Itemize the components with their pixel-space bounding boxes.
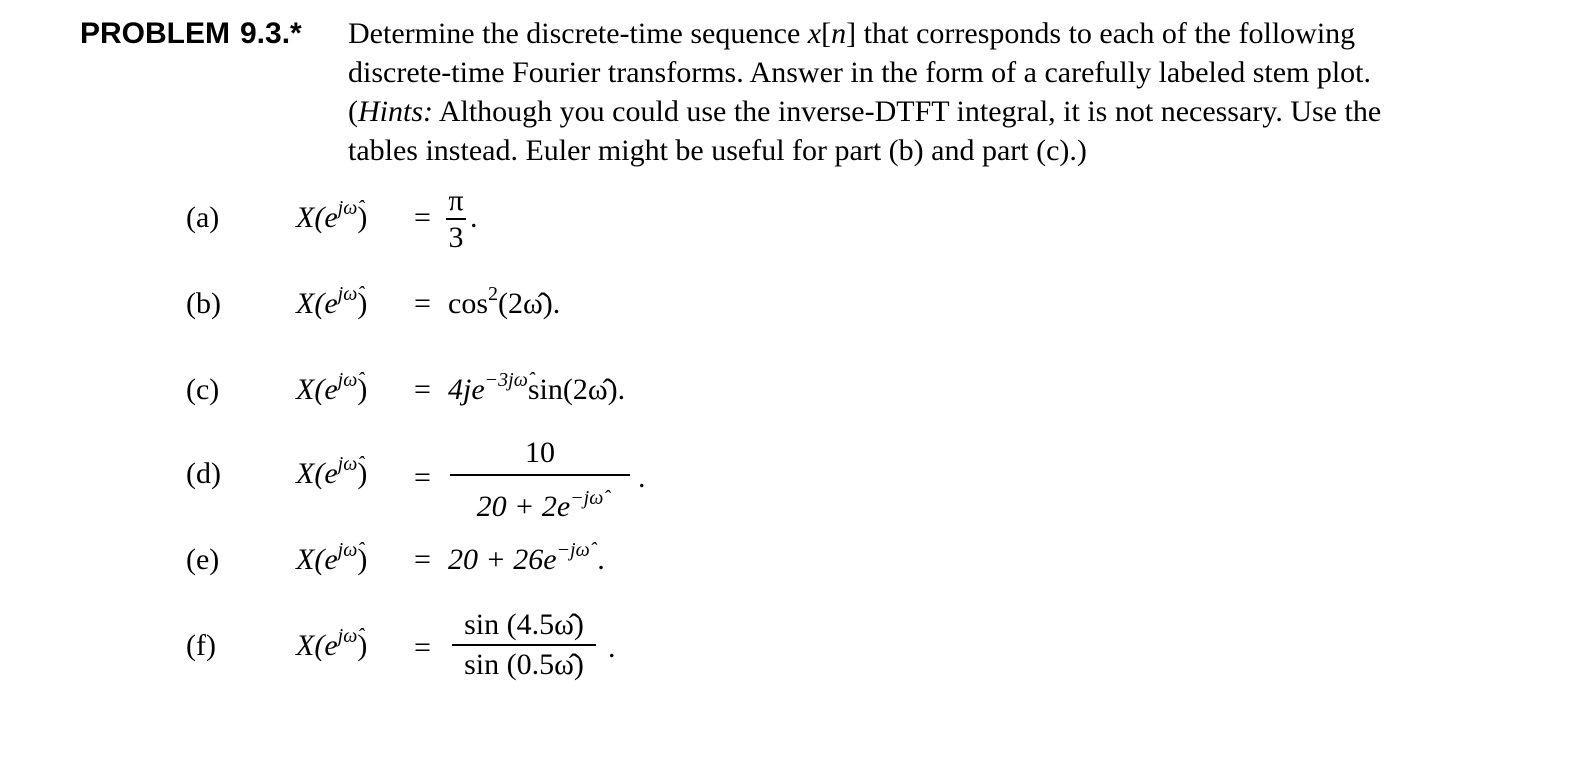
bracket-close: ]: [846, 17, 857, 50]
denominator-f: sin (0.5ω̂): [464, 648, 584, 681]
lhs-exponent: jω̂: [337, 283, 358, 305]
denominator-pre: 20 + 2e: [476, 490, 571, 523]
denominator-a: 3: [448, 221, 464, 254]
lhs-close: ): [357, 201, 368, 234]
rhs-exponent: −3jω̂: [484, 369, 528, 391]
period-a: .: [470, 201, 478, 234]
lhs-f: [296, 625, 368, 667]
problem-heading: [80, 14, 302, 54]
math-var-n: n: [831, 17, 847, 50]
rhs-e: [448, 539, 605, 581]
fraction-bar-d: [450, 474, 630, 476]
lhs-exponent: jω̂: [337, 539, 358, 561]
lhs-close: ): [357, 457, 368, 490]
lhs-e: [296, 539, 368, 581]
part-label-f: (f): [186, 629, 216, 662]
lhs-exponent: jω̂: [337, 625, 358, 647]
numerator-a: π: [448, 184, 464, 217]
denominator-exponent: −jω̂: [570, 487, 604, 509]
part-label-d: (d): [186, 457, 221, 490]
paren-open: (: [348, 95, 358, 128]
lhs-close: ): [357, 543, 368, 576]
lhs-exponent: jω̂: [337, 369, 358, 391]
lhs-close: ): [357, 629, 368, 662]
rhs-c: [448, 369, 626, 411]
lhs-close: ): [357, 373, 368, 406]
lhs-d: [296, 453, 368, 495]
lhs-base: X(e: [296, 373, 338, 406]
equals-sign-c: =: [414, 373, 431, 406]
numerator-d: 10: [525, 436, 555, 469]
lhs-base: X(e: [296, 457, 338, 490]
statement-line-4: tables instead. Euler might be useful for part (b) and part (c).): [348, 134, 1087, 167]
lhs-base: X(e: [296, 629, 338, 662]
fraction-bar-a: [446, 218, 466, 220]
equals-sign-d: =: [414, 461, 431, 494]
lhs-c: [296, 369, 368, 411]
part-label-e: (e): [186, 543, 220, 576]
equals-sign-a: =: [414, 201, 431, 234]
rhs-pre: 4je: [448, 373, 485, 406]
statement-text: Determine the discrete-time sequence: [348, 17, 808, 50]
problem-number: 9.3.*: [240, 17, 302, 50]
lhs-exponent: jω̂: [337, 453, 358, 475]
rhs-b: [448, 283, 561, 325]
part-label-c: (c): [186, 373, 220, 406]
lhs-a: [296, 197, 368, 239]
denominator-d: [450, 487, 630, 527]
lhs-exponent: jω̂: [337, 197, 358, 219]
equals-sign-b: =: [414, 287, 431, 320]
hints-label: Hints:: [358, 95, 433, 128]
part-label-a: (a): [186, 201, 220, 234]
lhs-base: X(e: [296, 201, 338, 234]
rhs-post: (2ω̂).: [498, 287, 561, 320]
rhs-post: .: [589, 543, 605, 576]
rhs-exponent: −jω̂: [556, 539, 590, 561]
period-f: .: [608, 631, 616, 664]
lhs-base: X(e: [296, 543, 338, 576]
problem-statement: [348, 14, 1588, 170]
lhs-b: [296, 283, 368, 325]
statement-line-2: discrete-time Fourier transforms. Answer in the form of a carefully labeled stem plot.: [348, 56, 1372, 89]
equals-sign-f: =: [414, 631, 431, 664]
bracket-open: [: [821, 17, 832, 50]
problem-label: PROBLEM: [80, 17, 230, 50]
rhs-pre: cos: [448, 287, 488, 320]
statement-line-1: [348, 14, 1588, 53]
numerator-f: sin (4.5ω̂): [464, 608, 584, 641]
rhs-post: sin(2ω̂).: [527, 373, 626, 406]
statement-text: that corresponds to each of the following: [856, 17, 1356, 50]
math-var-x: x: [807, 17, 822, 50]
equals-sign-e: =: [414, 543, 431, 576]
fraction-bar-f: [452, 644, 596, 646]
lhs-base: X(e: [296, 287, 338, 320]
part-label-b: (b): [186, 287, 221, 320]
period-d: .: [638, 461, 646, 494]
rhs-pre: 20 + 26e: [448, 543, 557, 576]
rhs-exponent: 2: [488, 283, 498, 305]
statement-text: Although you could use the inverse-DTFT integral, it is not necessary. Use the: [433, 95, 1382, 128]
lhs-close: ): [357, 287, 368, 320]
statement-line-3: [348, 92, 1588, 131]
